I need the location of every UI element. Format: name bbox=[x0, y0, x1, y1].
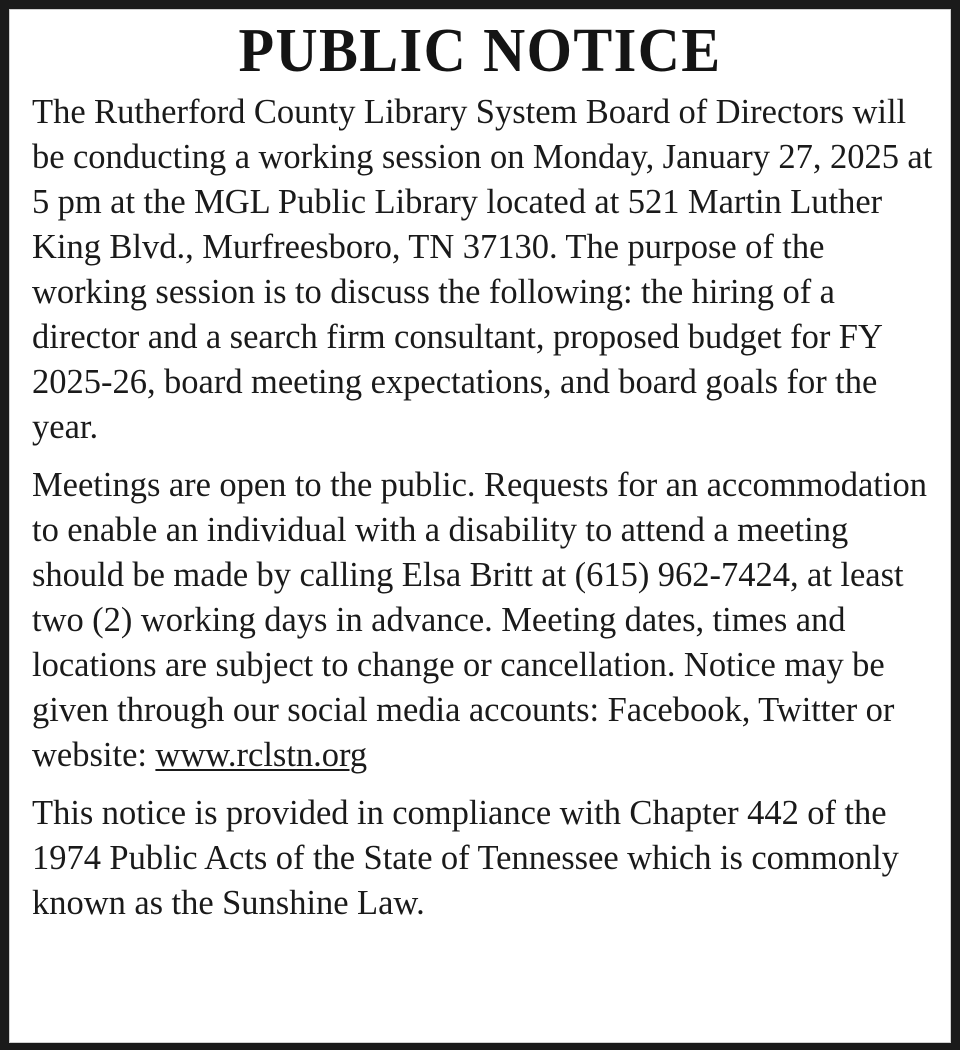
notice-inner-panel bbox=[9, 9, 951, 1043]
paragraph-compliance: This notice is provided in compliance with Chapter 442 of the 1974 Public Acts of the State of Tennessee which is commonly known as the Sunshine Law. bbox=[32, 794, 899, 922]
accessibility-text: Meetings are open to the public. Requests for an accommodation to enable an individual with a disability to attend a meeting should be made by calling Elsa Britt at (615) 962-7424, at least two (2) working days in advance. Meeting dates, times and locations are subject to change or cancellation. Notice may be given through our social media accounts: Facebook, Twitter or website: bbox=[32, 466, 927, 774]
paragraph-meeting-details: The Rutherford County Library System Board of Directors will be conducting a working session on Monday, January 27, 2025 at 5 pm at the MGL Public Library located at 521 Martin Luther King Blvd., Murfreesboro, TN 37130. The purpose of the working session is to discuss the following: the hiring of a director and a search firm consultant, proposed budget for FY 2025-26, board meeting expectations, and board goals for the year. bbox=[32, 93, 933, 446]
notice-body bbox=[23, 90, 937, 926]
page-title: PUBLIC NOTICE bbox=[238, 17, 722, 85]
paragraph-accessibility bbox=[23, 463, 937, 778]
website-link[interactable]: www.rclstn.org bbox=[155, 736, 368, 774]
